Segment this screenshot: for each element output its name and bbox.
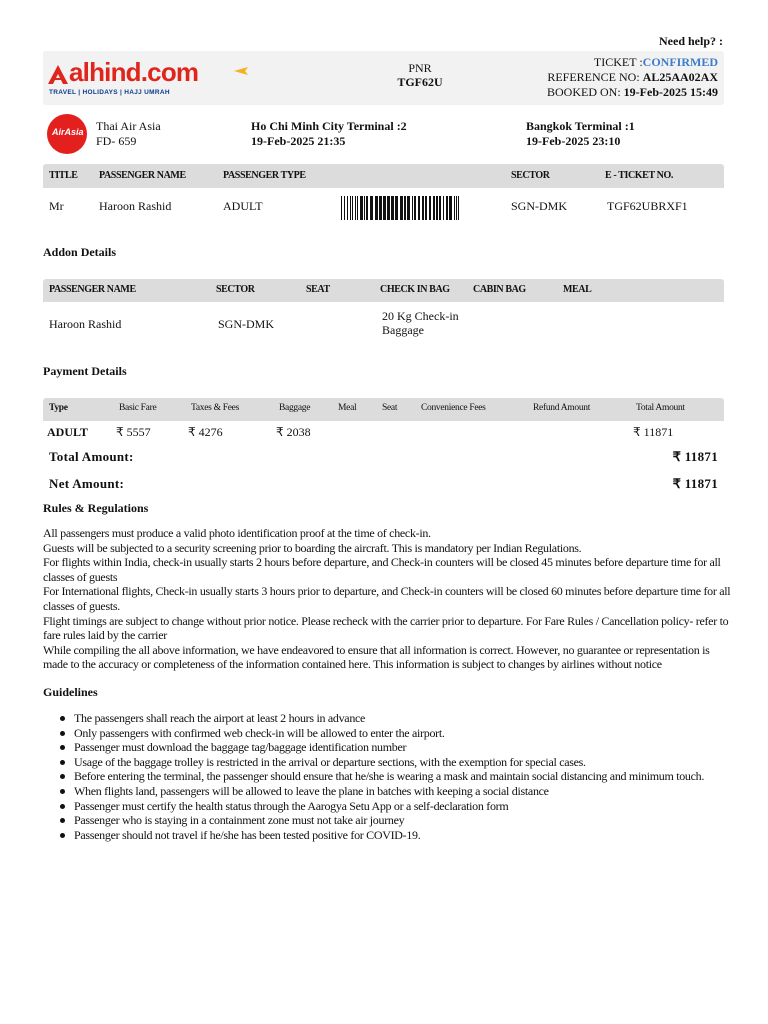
payment-table-header xyxy=(43,398,724,421)
barcode-bar xyxy=(422,196,424,220)
rule-line: All passengers must produce a valid photo identification proof at the time of check-in. xyxy=(43,526,431,540)
barcode-bar xyxy=(456,196,457,220)
column-header: PASSENGER NAME xyxy=(49,284,136,295)
column-header: SECTOR xyxy=(216,284,255,295)
addon-row xyxy=(43,302,724,350)
barcode-bar xyxy=(379,196,382,220)
addon-sector: SGN-DMK xyxy=(218,317,275,331)
barcode-bar xyxy=(404,196,406,220)
addon-table-header xyxy=(43,279,724,302)
brand-tagline: TRAVEL | HOLIDAYS | HAJJ UMRAH xyxy=(49,89,170,96)
net-amount-value: ₹ 11871 xyxy=(672,476,718,491)
barcode-bar xyxy=(341,196,342,220)
barcode-bar xyxy=(412,196,413,220)
guideline-item: Passenger must certify the health status through the Aarogya Setu App or a self-declaration form xyxy=(58,799,738,814)
barcode-bar xyxy=(370,196,373,220)
column-header: Refund Amount xyxy=(533,403,591,413)
barcode-bar xyxy=(418,196,420,220)
plane-icon xyxy=(233,65,249,77)
guideline-item: The passengers shall reach the airport at least 2 hours in advance xyxy=(58,711,738,726)
barcode-bar xyxy=(350,196,351,220)
barcode-bar xyxy=(454,196,455,220)
column-header: Total Amount xyxy=(636,403,685,413)
barcode-bar xyxy=(407,196,410,220)
passenger-name: Haroon Rashid xyxy=(99,199,172,213)
addon-details-title: Addon Details xyxy=(43,245,117,259)
departure-info xyxy=(251,119,407,149)
payment-type: ADULT xyxy=(47,425,88,439)
barcode-bar xyxy=(360,196,363,220)
barcode-bar xyxy=(352,196,353,220)
airline-info xyxy=(96,119,161,149)
column-header: PASSENGER NAME xyxy=(99,170,186,181)
column-header: TITLE xyxy=(49,170,78,181)
passenger-type: ADULT xyxy=(223,199,263,213)
guideline-item: Passenger who is staying in a containment zone must not take air journey xyxy=(58,813,738,828)
column-header: CABIN BAG xyxy=(473,284,526,295)
barcode-bar xyxy=(436,196,438,220)
passenger-title: Mr xyxy=(49,199,64,213)
barcode-bar xyxy=(344,196,345,220)
barcode-bar xyxy=(429,196,431,220)
arrival-terminal: Bangkok Terminal :1 xyxy=(526,119,635,133)
net-amount-label: Net Amount: xyxy=(49,476,125,491)
barcode-bar xyxy=(443,196,444,220)
rule-line: Guests will be subjected to a security screening prior to boarding the aircraft. This is mandatory per Indian Regulations. xyxy=(43,540,582,555)
airplane-arrow-icon xyxy=(47,63,69,85)
barcode-image xyxy=(341,196,461,220)
airline-logo-text: AirAsia xyxy=(52,127,84,137)
reference-number: AL25AA02AX xyxy=(642,70,718,84)
column-header: CHECK IN BAG xyxy=(380,284,450,295)
ticket-header xyxy=(43,51,724,105)
flight-number: FD- 659 xyxy=(96,134,137,148)
column-header: Meal xyxy=(338,403,357,413)
barcode-bar xyxy=(446,196,448,220)
alhind-logo xyxy=(47,59,247,99)
total-amount-label: Total Amount: xyxy=(49,449,134,464)
barcode-bar xyxy=(433,196,435,220)
column-header: MEAL xyxy=(563,284,592,295)
checkin-bag-line: 20 Kg Check-in xyxy=(382,309,459,323)
rules-text xyxy=(43,526,733,672)
guideline-item: When flights land, passengers will be allowed to leave the plane in batches with keeping a social distance xyxy=(58,784,738,799)
column-header: Basic Fare xyxy=(119,403,157,413)
barcode-bar xyxy=(391,196,394,220)
addon-passenger-name: Haroon Rashid xyxy=(49,317,122,331)
baggage-fee: ₹ 2038 xyxy=(276,425,311,439)
payment-row xyxy=(43,421,724,443)
passenger-sector: SGN-DMK xyxy=(511,199,568,213)
brand-name: alhind.com xyxy=(69,57,199,87)
column-header: SEAT xyxy=(306,284,330,295)
barcode-bar xyxy=(347,196,348,220)
row-total: ₹ 11871 xyxy=(633,425,674,439)
column-header: SECTOR xyxy=(511,170,550,181)
pnr-block xyxy=(365,61,475,89)
departure-time: 19-Feb-2025 21:35 xyxy=(251,134,346,148)
barcode-bar xyxy=(449,196,452,220)
barcode-bar xyxy=(387,196,390,220)
airline-name: Thai Air Asia xyxy=(96,119,161,133)
column-header: Seat xyxy=(382,403,398,413)
guideline-item: Before entering the terminal, the passenger should ensure that he/she is wearing a mask and maintain social distancing and minimum touch. xyxy=(58,769,738,784)
taxes-fees: ₹ 4276 xyxy=(188,425,223,439)
passenger-table-header xyxy=(43,164,724,188)
rule-line: Flight timings are subject to change without prior notice. Please recheck with the carrier prior to departure. For Fare Rules / Cancellation policy- refer to fare rules laid by the carrier xyxy=(43,613,729,643)
column-header: Baggage xyxy=(279,403,311,413)
guidelines-title: Guidelines xyxy=(43,685,98,699)
barcode-bar xyxy=(375,196,378,220)
checkin-bag-line: Baggage xyxy=(382,323,424,337)
guidelines-list xyxy=(58,711,738,842)
column-header: Taxes & Fees xyxy=(191,403,239,413)
guideline-item: Passenger must download the baggage tag/baggage identification number xyxy=(58,740,738,755)
payment-details-title: Payment Details xyxy=(43,364,127,378)
barcode-bar xyxy=(400,196,403,220)
basic-fare: ₹ 5557 xyxy=(116,425,151,439)
barcode-bar xyxy=(414,196,416,220)
guideline-item: Usage of the baggage trolley is restricted in the arrival or departure sections, with the exemption for special cases. xyxy=(58,755,738,770)
rule-line: For flights within India, check-in usually starts 2 hours before departure, and Check-in counters will be closed 45 minutes before departure time for all classes of guests xyxy=(43,555,721,584)
pnr-label: PNR xyxy=(408,61,432,75)
rule-line: For International flights, Check-in usually starts 3 hours prior to departure, and Check-in counters will be closed 60 minutes before departure time for all classes of guests. xyxy=(43,584,731,613)
barcode-bar xyxy=(383,196,386,220)
ticket-info xyxy=(547,55,718,100)
rule-line: While compiling the all above information, we have endeavored to ensure that all information is correct. However, no guarantee or representation is made to the accuracy or completeness of the information contained here. This information is subject to changes by airlines without notice xyxy=(43,642,710,672)
arrival-info xyxy=(526,119,635,149)
barcode-bar xyxy=(355,196,356,220)
reference-label: REFERENCE NO: xyxy=(547,70,640,84)
barcode-bar xyxy=(439,196,441,220)
rules-title: Rules & Regulations xyxy=(43,501,149,515)
departure-terminal: Ho Chi Minh City Terminal :2 xyxy=(251,119,407,133)
ticket-status-label: TICKET : xyxy=(593,55,643,69)
need-help-link[interactable]: Need help? : xyxy=(659,34,723,48)
eticket-number: TGF62UBRXF1 xyxy=(607,199,688,213)
booked-on-date: 19-Feb-2025 15:49 xyxy=(623,85,718,99)
column-header: Type xyxy=(49,403,68,413)
barcode-bar xyxy=(458,196,459,220)
barcode-bar xyxy=(364,196,365,220)
column-header: E - TICKET NO. xyxy=(605,170,673,181)
total-amount-value: ₹ 11871 xyxy=(672,449,718,464)
pnr-value: TGF62U xyxy=(397,75,443,89)
column-header: Convenience Fees xyxy=(421,403,486,413)
barcode-bar xyxy=(366,196,368,220)
booked-on-label: BOOKED ON: xyxy=(547,85,621,99)
checkin-bag xyxy=(382,309,459,337)
guideline-item: Passenger should not travel if he/she has been tested positive for COVID-19. xyxy=(58,828,738,843)
column-header: PASSENGER TYPE xyxy=(223,170,306,181)
airasia-logo xyxy=(47,114,87,154)
barcode-bar xyxy=(395,196,398,220)
barcode-bar xyxy=(425,196,427,220)
passenger-row xyxy=(43,188,724,228)
barcode-bar xyxy=(357,196,358,220)
ticket-status-badge: CONFIRMED xyxy=(642,55,718,69)
arrival-time: 19-Feb-2025 23:10 xyxy=(526,134,621,148)
guideline-item: Only passengers with confirmed web check-in will be allowed to enter the airport. xyxy=(58,726,738,741)
